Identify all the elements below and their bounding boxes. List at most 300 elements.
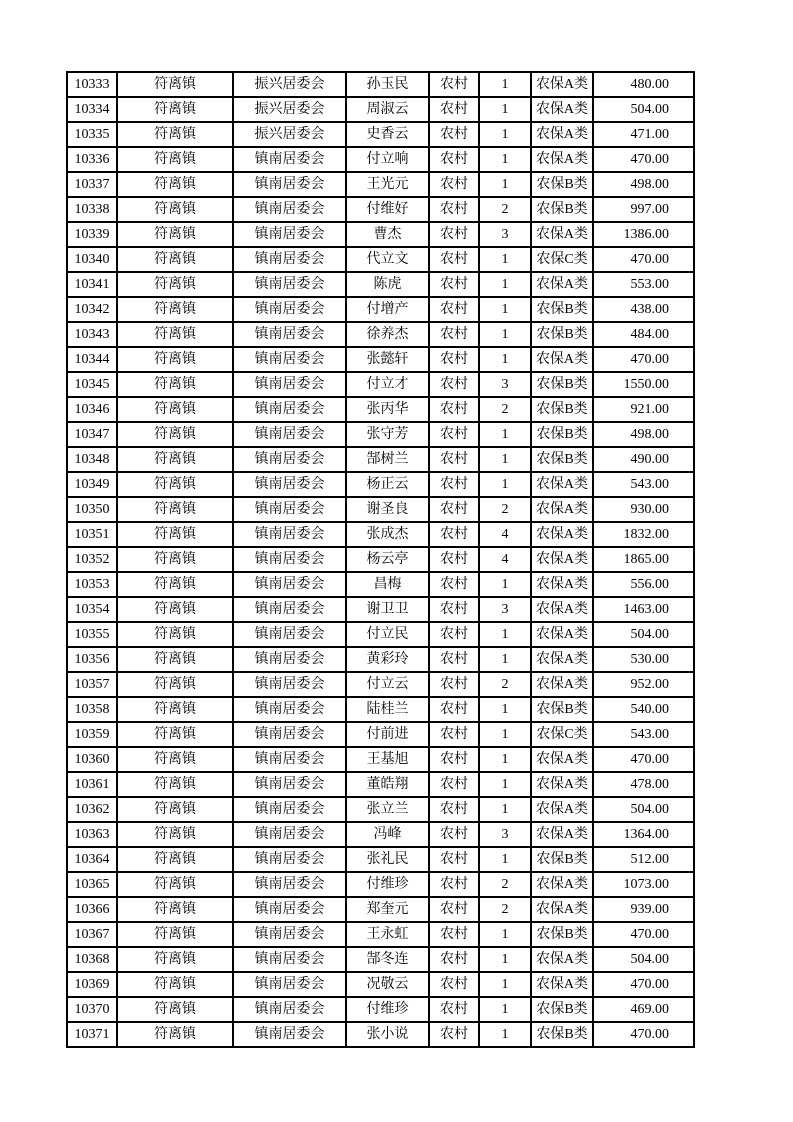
cell-person-name: 代立文 (346, 247, 429, 272)
table-row (67, 622, 694, 647)
cell-town: 符离镇 (117, 272, 233, 297)
cell-insurance-type: 农保A类 (531, 522, 593, 547)
cell-person-count: 1 (479, 922, 531, 947)
cell-person-count: 1 (479, 797, 531, 822)
cell-committee: 镇南居委会 (233, 972, 346, 997)
cell-record-id: 10346 (67, 397, 117, 422)
cell-town: 符离镇 (117, 322, 233, 347)
cell-person-name: 谢卫卫 (346, 597, 429, 622)
cell-insurance-type: 农保B类 (531, 197, 593, 222)
cell-committee: 振兴居委会 (233, 97, 346, 122)
cell-committee: 镇南居委会 (233, 897, 346, 922)
cell-town: 符离镇 (117, 547, 233, 572)
cell-committee: 镇南居委会 (233, 272, 346, 297)
table-row (67, 197, 694, 222)
cell-amount: 470.00 (593, 747, 694, 772)
cell-committee: 镇南居委会 (233, 472, 346, 497)
cell-insurance-type: 农保B类 (531, 322, 593, 347)
cell-person-count: 1 (479, 697, 531, 722)
cell-person-name: 郜树兰 (346, 447, 429, 472)
cell-category: 农村 (429, 547, 479, 572)
cell-amount: 1073.00 (593, 872, 694, 897)
cell-person-count: 1 (479, 622, 531, 647)
cell-person-name: 况敬云 (346, 972, 429, 997)
table-row (67, 947, 694, 972)
cell-amount: 504.00 (593, 947, 694, 972)
cell-person-count: 3 (479, 597, 531, 622)
cell-person-count: 2 (479, 897, 531, 922)
cell-committee: 镇南居委会 (233, 922, 346, 947)
table-body (67, 72, 694, 1047)
table-row (67, 822, 694, 847)
cell-town: 符离镇 (117, 447, 233, 472)
cell-person-count: 1 (479, 747, 531, 772)
cell-person-name: 曹杰 (346, 222, 429, 247)
cell-person-name: 张立兰 (346, 797, 429, 822)
cell-person-name: 董皓翔 (346, 772, 429, 797)
cell-committee: 镇南居委会 (233, 197, 346, 222)
cell-category: 农村 (429, 847, 479, 872)
cell-record-id: 10351 (67, 522, 117, 547)
cell-person-count: 1 (479, 647, 531, 672)
cell-amount: 530.00 (593, 647, 694, 672)
cell-person-count: 1 (479, 722, 531, 747)
cell-town: 符离镇 (117, 847, 233, 872)
cell-person-count: 1 (479, 472, 531, 497)
cell-committee: 振兴居委会 (233, 122, 346, 147)
cell-committee: 镇南居委会 (233, 747, 346, 772)
table-row (67, 747, 694, 772)
cell-category: 农村 (429, 272, 479, 297)
cell-committee: 振兴居委会 (233, 72, 346, 97)
cell-amount: 553.00 (593, 272, 694, 297)
cell-person-name: 王光元 (346, 172, 429, 197)
cell-record-id: 10356 (67, 647, 117, 672)
cell-amount: 470.00 (593, 347, 694, 372)
cell-person-name: 郜冬连 (346, 947, 429, 972)
cell-town: 符离镇 (117, 772, 233, 797)
cell-committee: 镇南居委会 (233, 497, 346, 522)
cell-person-count: 1 (479, 247, 531, 272)
cell-record-id: 10340 (67, 247, 117, 272)
cell-town: 符离镇 (117, 972, 233, 997)
cell-town: 符离镇 (117, 297, 233, 322)
cell-record-id: 10338 (67, 197, 117, 222)
benefits-table (66, 71, 695, 1048)
cell-category: 农村 (429, 72, 479, 97)
cell-person-name: 付立云 (346, 672, 429, 697)
cell-amount: 504.00 (593, 797, 694, 822)
cell-category: 农村 (429, 647, 479, 672)
cell-committee: 镇南居委会 (233, 597, 346, 622)
cell-person-name: 史香云 (346, 122, 429, 147)
cell-record-id: 10337 (67, 172, 117, 197)
cell-town: 符离镇 (117, 347, 233, 372)
cell-insurance-type: 农保A类 (531, 672, 593, 697)
cell-committee: 镇南居委会 (233, 247, 346, 272)
cell-record-id: 10347 (67, 422, 117, 447)
cell-insurance-type: 农保A类 (531, 647, 593, 672)
cell-insurance-type: 农保B类 (531, 372, 593, 397)
cell-category: 农村 (429, 1022, 479, 1047)
cell-amount: 1364.00 (593, 822, 694, 847)
cell-category: 农村 (429, 172, 479, 197)
cell-category: 农村 (429, 122, 479, 147)
cell-category: 农村 (429, 497, 479, 522)
cell-person-count: 3 (479, 372, 531, 397)
table-row (67, 522, 694, 547)
cell-committee: 镇南居委会 (233, 997, 346, 1022)
cell-person-count: 2 (479, 872, 531, 897)
cell-amount: 498.00 (593, 172, 694, 197)
cell-amount: 1463.00 (593, 597, 694, 622)
table-row (67, 247, 694, 272)
cell-person-count: 1 (479, 72, 531, 97)
cell-category: 农村 (429, 822, 479, 847)
cell-person-name: 杨正云 (346, 472, 429, 497)
cell-amount: 478.00 (593, 772, 694, 797)
cell-person-name: 张成杰 (346, 522, 429, 547)
cell-amount: 921.00 (593, 397, 694, 422)
table-row (67, 122, 694, 147)
cell-category: 农村 (429, 922, 479, 947)
cell-category: 农村 (429, 897, 479, 922)
cell-town: 符离镇 (117, 622, 233, 647)
cell-record-id: 10367 (67, 922, 117, 947)
cell-person-count: 1 (479, 347, 531, 372)
cell-amount: 484.00 (593, 322, 694, 347)
cell-insurance-type: 农保B类 (531, 997, 593, 1022)
table-row (67, 897, 694, 922)
cell-amount: 512.00 (593, 847, 694, 872)
cell-person-name: 付前进 (346, 722, 429, 747)
cell-person-name: 张礼民 (346, 847, 429, 872)
cell-person-name: 张小说 (346, 1022, 429, 1047)
cell-committee: 镇南居委会 (233, 422, 346, 447)
cell-record-id: 10362 (67, 797, 117, 822)
cell-person-count: 1 (479, 947, 531, 972)
table-row (67, 472, 694, 497)
cell-amount: 1386.00 (593, 222, 694, 247)
table-row (67, 922, 694, 947)
cell-person-count: 1 (479, 297, 531, 322)
cell-committee: 镇南居委会 (233, 622, 346, 647)
cell-amount: 556.00 (593, 572, 694, 597)
cell-town: 符离镇 (117, 897, 233, 922)
cell-category: 农村 (429, 322, 479, 347)
cell-committee: 镇南居委会 (233, 647, 346, 672)
cell-record-id: 10366 (67, 897, 117, 922)
table-row (67, 447, 694, 472)
cell-record-id: 10364 (67, 847, 117, 872)
cell-amount: 997.00 (593, 197, 694, 222)
cell-person-count: 3 (479, 222, 531, 247)
cell-town: 符离镇 (117, 597, 233, 622)
cell-insurance-type: 农保A类 (531, 972, 593, 997)
cell-town: 符离镇 (117, 572, 233, 597)
cell-person-count: 1 (479, 572, 531, 597)
cell-category: 农村 (429, 947, 479, 972)
cell-insurance-type: 农保B类 (531, 922, 593, 947)
cell-amount: 952.00 (593, 672, 694, 697)
cell-committee: 镇南居委会 (233, 447, 346, 472)
cell-record-id: 10349 (67, 472, 117, 497)
cell-amount: 480.00 (593, 72, 694, 97)
cell-town: 符离镇 (117, 822, 233, 847)
cell-person-name: 孙玉民 (346, 72, 429, 97)
cell-person-name: 张丙华 (346, 397, 429, 422)
cell-committee: 镇南居委会 (233, 697, 346, 722)
cell-amount: 469.00 (593, 997, 694, 1022)
cell-insurance-type: 农保A类 (531, 947, 593, 972)
cell-record-id: 10369 (67, 972, 117, 997)
cell-insurance-type: 农保A类 (531, 547, 593, 572)
cell-insurance-type: 农保A类 (531, 747, 593, 772)
cell-record-id: 10361 (67, 772, 117, 797)
cell-town: 符离镇 (117, 397, 233, 422)
cell-person-name: 付增产 (346, 297, 429, 322)
cell-person-count: 1 (479, 847, 531, 872)
cell-record-id: 10335 (67, 122, 117, 147)
cell-insurance-type: 农保B类 (531, 422, 593, 447)
cell-category: 农村 (429, 997, 479, 1022)
table-row (67, 72, 694, 97)
cell-amount: 470.00 (593, 147, 694, 172)
cell-town: 符离镇 (117, 172, 233, 197)
cell-committee: 镇南居委会 (233, 397, 346, 422)
table-row (67, 772, 694, 797)
cell-person-count: 1 (479, 972, 531, 997)
cell-committee: 镇南居委会 (233, 347, 346, 372)
cell-record-id: 10353 (67, 572, 117, 597)
cell-category: 农村 (429, 697, 479, 722)
cell-amount: 939.00 (593, 897, 694, 922)
cell-person-count: 2 (479, 197, 531, 222)
cell-category: 农村 (429, 197, 479, 222)
cell-person-name: 徐养杰 (346, 322, 429, 347)
cell-category: 农村 (429, 97, 479, 122)
cell-record-id: 10357 (67, 672, 117, 697)
cell-insurance-type: 农保A类 (531, 772, 593, 797)
cell-town: 符离镇 (117, 722, 233, 747)
cell-person-count: 2 (479, 397, 531, 422)
cell-person-count: 2 (479, 497, 531, 522)
cell-person-name: 张守芳 (346, 422, 429, 447)
cell-category: 农村 (429, 797, 479, 822)
cell-person-count: 1 (479, 147, 531, 172)
cell-person-name: 杨云亭 (346, 547, 429, 572)
cell-town: 符离镇 (117, 747, 233, 772)
cell-town: 符离镇 (117, 497, 233, 522)
cell-amount: 470.00 (593, 972, 694, 997)
cell-record-id: 10342 (67, 297, 117, 322)
cell-insurance-type: 农保B类 (531, 297, 593, 322)
cell-town: 符离镇 (117, 997, 233, 1022)
table-row (67, 697, 694, 722)
cell-person-name: 陈虎 (346, 272, 429, 297)
cell-person-name: 谢圣良 (346, 497, 429, 522)
table-row (67, 1022, 694, 1047)
cell-record-id: 10355 (67, 622, 117, 647)
table-row (67, 372, 694, 397)
table-row (67, 672, 694, 697)
cell-insurance-type: 农保A类 (531, 497, 593, 522)
cell-committee: 镇南居委会 (233, 222, 346, 247)
cell-town: 符离镇 (117, 1022, 233, 1047)
cell-town: 符离镇 (117, 97, 233, 122)
cell-town: 符离镇 (117, 922, 233, 947)
cell-committee: 镇南居委会 (233, 372, 346, 397)
cell-record-id: 10368 (67, 947, 117, 972)
cell-person-name: 付立才 (346, 372, 429, 397)
cell-category: 农村 (429, 222, 479, 247)
cell-person-count: 1 (479, 997, 531, 1022)
cell-insurance-type: 农保A类 (531, 347, 593, 372)
table-row (67, 272, 694, 297)
cell-record-id: 10363 (67, 822, 117, 847)
cell-insurance-type: 农保C类 (531, 722, 593, 747)
cell-insurance-type: 农保A类 (531, 797, 593, 822)
cell-category: 农村 (429, 147, 479, 172)
cell-amount: 438.00 (593, 297, 694, 322)
cell-insurance-type: 农保B类 (531, 397, 593, 422)
cell-person-name: 昌梅 (346, 572, 429, 597)
cell-person-name: 郑奎元 (346, 897, 429, 922)
cell-category: 农村 (429, 972, 479, 997)
cell-amount: 471.00 (593, 122, 694, 147)
cell-category: 农村 (429, 747, 479, 772)
cell-town: 符离镇 (117, 422, 233, 447)
cell-town: 符离镇 (117, 372, 233, 397)
cell-record-id: 10358 (67, 697, 117, 722)
cell-insurance-type: 农保A类 (531, 472, 593, 497)
cell-category: 农村 (429, 622, 479, 647)
cell-committee: 镇南居委会 (233, 872, 346, 897)
cell-category: 农村 (429, 372, 479, 397)
cell-committee: 镇南居委会 (233, 1022, 346, 1047)
cell-person-count: 1 (479, 122, 531, 147)
cell-category: 农村 (429, 522, 479, 547)
cell-insurance-type: 农保B类 (531, 447, 593, 472)
cell-insurance-type: 农保A类 (531, 147, 593, 172)
cell-person-count: 4 (479, 547, 531, 572)
cell-insurance-type: 农保A类 (531, 897, 593, 922)
cell-committee: 镇南居委会 (233, 847, 346, 872)
cell-person-name: 冯峰 (346, 822, 429, 847)
table-row (67, 647, 694, 672)
cell-category: 农村 (429, 772, 479, 797)
cell-insurance-type: 农保A类 (531, 822, 593, 847)
cell-person-count: 4 (479, 522, 531, 547)
cell-category: 农村 (429, 722, 479, 747)
cell-amount: 504.00 (593, 622, 694, 647)
cell-amount: 1550.00 (593, 372, 694, 397)
cell-person-name: 王永虹 (346, 922, 429, 947)
cell-person-count: 3 (479, 822, 531, 847)
cell-amount: 543.00 (593, 472, 694, 497)
cell-record-id: 10345 (67, 372, 117, 397)
cell-record-id: 10365 (67, 872, 117, 897)
cell-committee: 镇南居委会 (233, 947, 346, 972)
cell-insurance-type: 农保B类 (531, 172, 593, 197)
cell-town: 符离镇 (117, 797, 233, 822)
cell-person-count: 1 (479, 97, 531, 122)
cell-category: 农村 (429, 872, 479, 897)
cell-amount: 930.00 (593, 497, 694, 522)
table-row (67, 872, 694, 897)
cell-person-count: 1 (479, 772, 531, 797)
cell-committee: 镇南居委会 (233, 672, 346, 697)
cell-amount: 543.00 (593, 722, 694, 747)
cell-record-id: 10334 (67, 97, 117, 122)
table-row (67, 422, 694, 447)
cell-person-name: 张懿轩 (346, 347, 429, 372)
cell-category: 农村 (429, 347, 479, 372)
cell-town: 符离镇 (117, 522, 233, 547)
cell-record-id: 10336 (67, 147, 117, 172)
table-row (67, 597, 694, 622)
cell-record-id: 10354 (67, 597, 117, 622)
cell-committee: 镇南居委会 (233, 322, 346, 347)
cell-person-name: 付维珍 (346, 872, 429, 897)
cell-town: 符离镇 (117, 197, 233, 222)
cell-person-name: 陆桂兰 (346, 697, 429, 722)
cell-committee: 镇南居委会 (233, 572, 346, 597)
cell-person-name: 付维好 (346, 197, 429, 222)
cell-insurance-type: 农保A类 (531, 222, 593, 247)
cell-person-count: 1 (479, 322, 531, 347)
table-row (67, 397, 694, 422)
cell-committee: 镇南居委会 (233, 822, 346, 847)
cell-committee: 镇南居委会 (233, 722, 346, 747)
cell-insurance-type: 农保A类 (531, 597, 593, 622)
table-row (67, 222, 694, 247)
cell-record-id: 10360 (67, 747, 117, 772)
cell-insurance-type: 农保A类 (531, 122, 593, 147)
cell-record-id: 10344 (67, 347, 117, 372)
cell-category: 农村 (429, 297, 479, 322)
cell-category: 农村 (429, 422, 479, 447)
cell-amount: 490.00 (593, 447, 694, 472)
table-row (67, 972, 694, 997)
cell-insurance-type: 农保A类 (531, 572, 593, 597)
cell-category: 农村 (429, 472, 479, 497)
cell-town: 符离镇 (117, 672, 233, 697)
cell-town: 符离镇 (117, 222, 233, 247)
cell-town: 符离镇 (117, 647, 233, 672)
cell-record-id: 10333 (67, 72, 117, 97)
cell-amount: 504.00 (593, 97, 694, 122)
cell-insurance-type: 农保B类 (531, 847, 593, 872)
cell-person-count: 1 (479, 172, 531, 197)
cell-category: 农村 (429, 597, 479, 622)
cell-person-name: 黄彩玲 (346, 647, 429, 672)
cell-amount: 1865.00 (593, 547, 694, 572)
table-row (67, 297, 694, 322)
cell-town: 符离镇 (117, 697, 233, 722)
table-row (67, 997, 694, 1022)
cell-town: 符离镇 (117, 147, 233, 172)
cell-amount: 498.00 (593, 422, 694, 447)
cell-committee: 镇南居委会 (233, 172, 346, 197)
cell-person-name: 王基旭 (346, 747, 429, 772)
cell-person-name: 周淑云 (346, 97, 429, 122)
cell-category: 农村 (429, 247, 479, 272)
cell-record-id: 10341 (67, 272, 117, 297)
cell-committee: 镇南居委会 (233, 147, 346, 172)
table-row (67, 322, 694, 347)
cell-committee: 镇南居委会 (233, 797, 346, 822)
